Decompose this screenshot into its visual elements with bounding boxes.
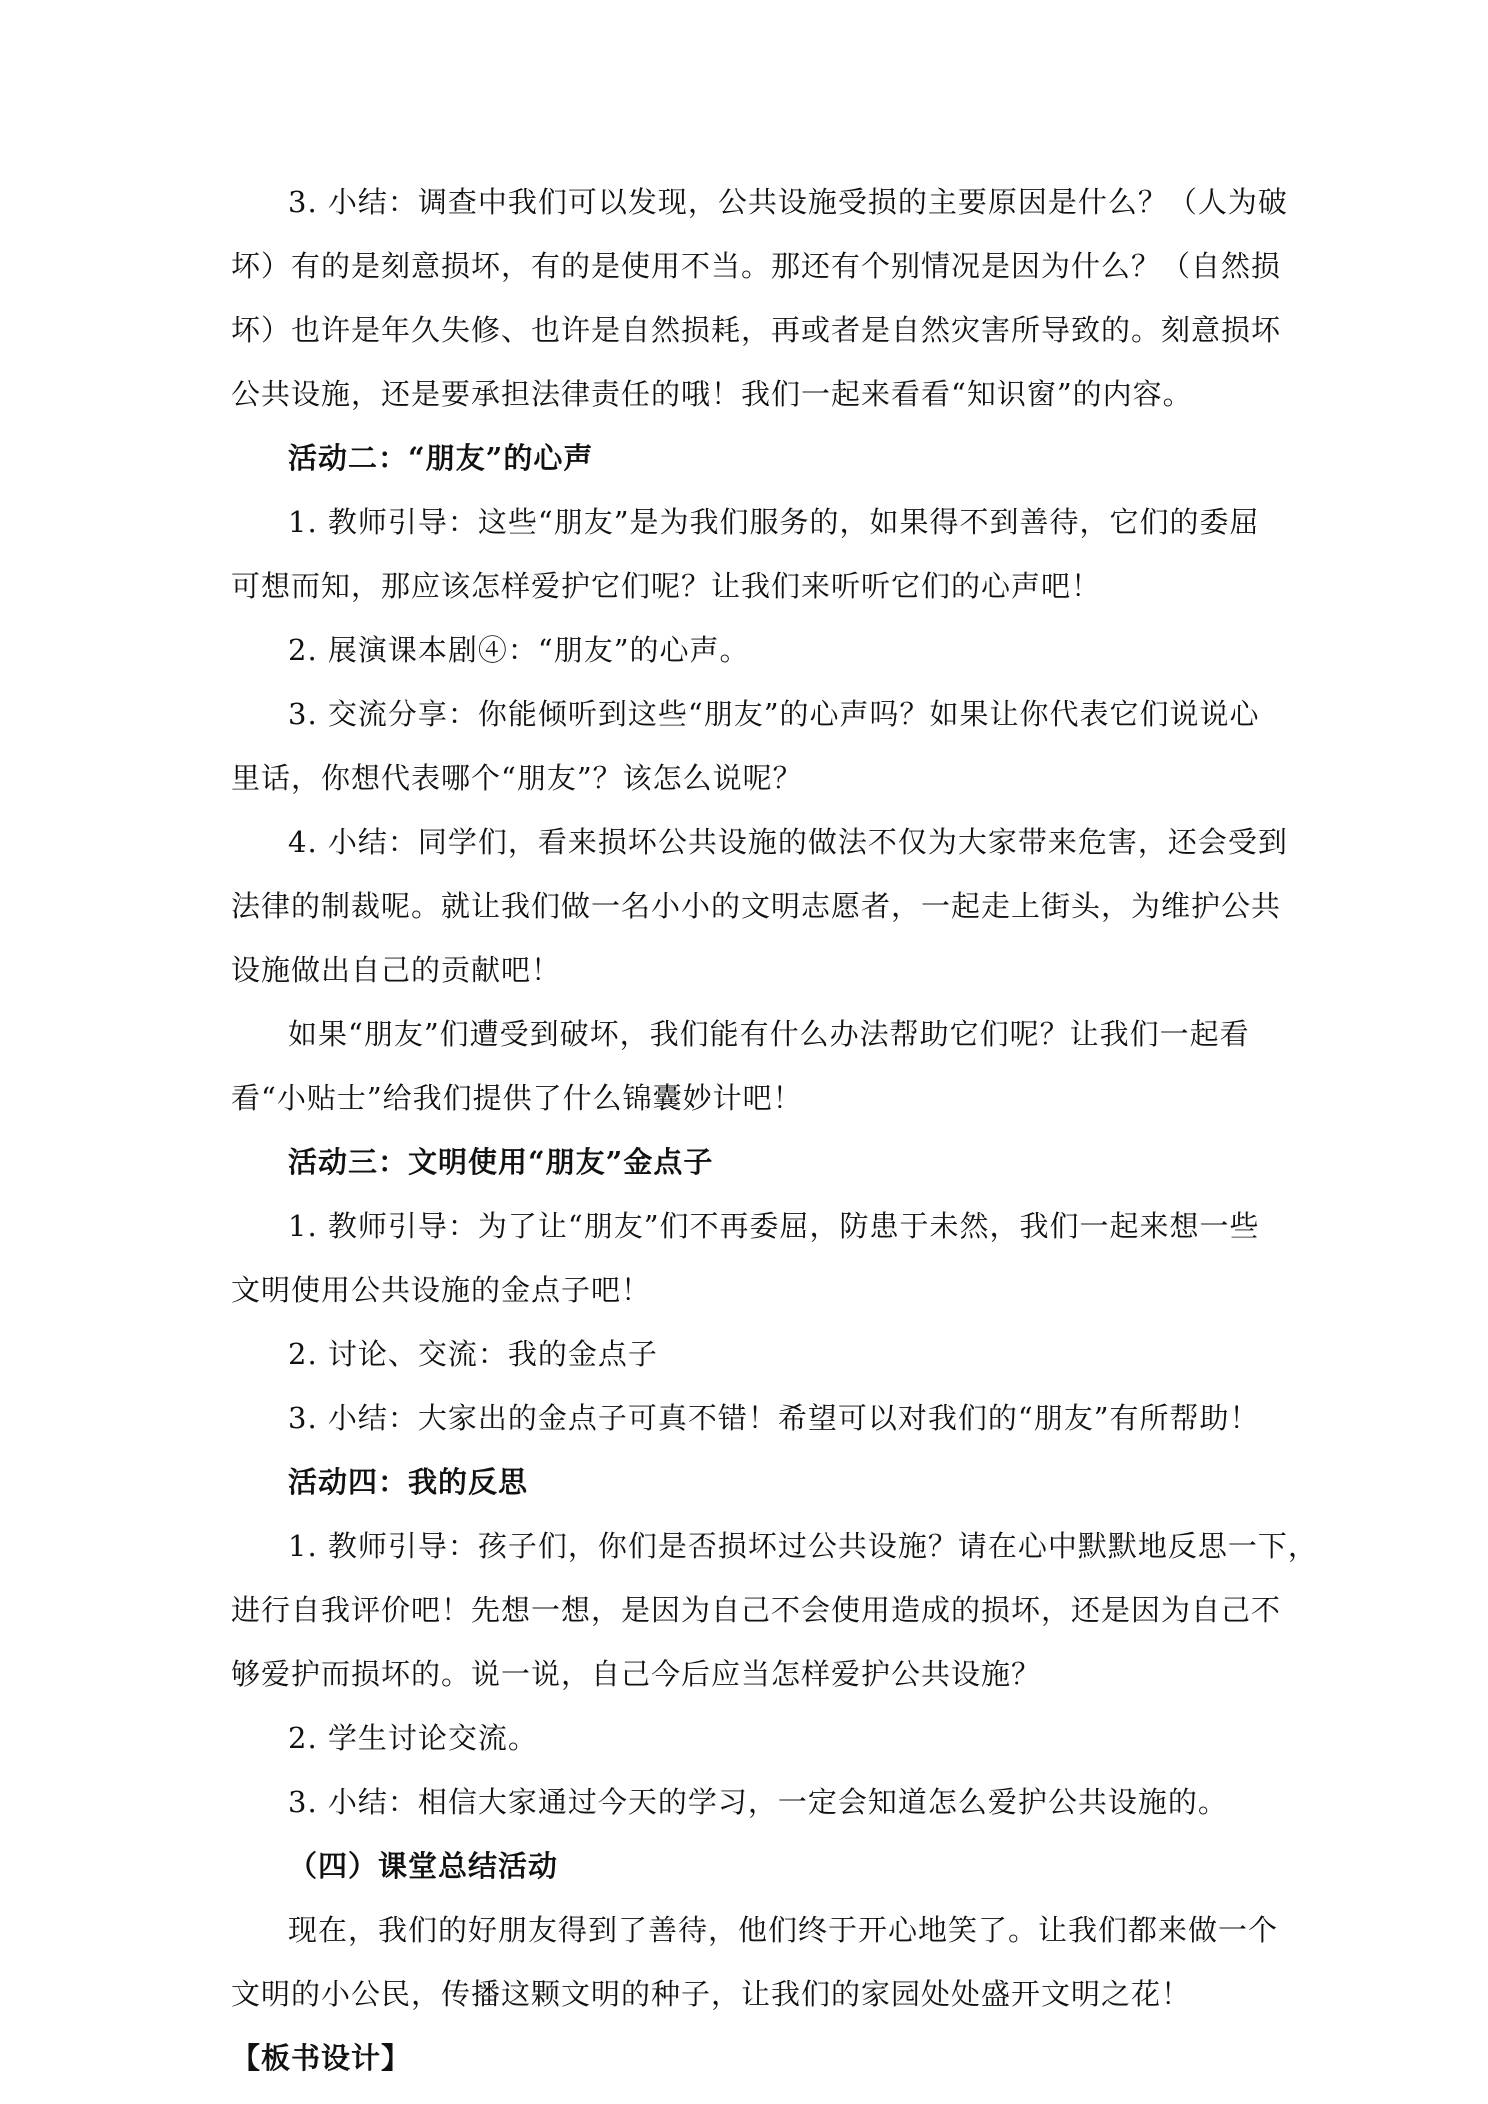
paragraph-line: 2. 展演课本剧④：“朋友”的心声。: [288, 633, 750, 667]
paragraph-line: 够爱护而损坏的。说一说，自己今后应当怎样爱护公共设施？: [231, 1657, 1042, 1691]
paragraph-line: 进行自我评价吧！先想一想，是因为自己不会使用造成的损坏，还是因为自己不: [231, 1593, 1282, 1627]
paragraph-line: 1. 教师引导：孩子们，你们是否损坏过公共设施？请在心中默默地反思一下，: [288, 1529, 1318, 1563]
paragraph-line: 可想而知，那应该怎样爱护它们呢？让我们来听听它们的心声吧！: [231, 569, 1102, 603]
paragraph-line: 3. 小结：相信大家通过今天的学习，一定会知道怎么爱护公共设施的。: [288, 1785, 1228, 1819]
paragraph-line: 坏）有的是刻意损坏，有的是使用不当。那还有个别情况是因为什么？（自然损: [231, 249, 1282, 283]
paragraph-line: 3. 小结：调查中我们可以发现，公共设施受损的主要原因是什么？（人为破: [288, 185, 1288, 219]
paragraph-line: 看“小贴士”给我们提供了什么锦囊妙计吧！: [231, 1081, 803, 1115]
board-design-heading: 【板书设计】: [231, 2041, 412, 2075]
paragraph-line: 里话，你想代表哪个“朋友”？该怎么说呢？: [231, 761, 803, 795]
paragraph-line: 法律的制裁呢。就让我们做一名小小的文明志愿者，一起走上街头，为维护公共: [231, 889, 1282, 923]
paragraph-line: 文明使用公共设施的金点子吧！: [231, 1273, 652, 1307]
section-heading: 活动二：“朋友”的心声: [288, 441, 594, 475]
section-heading: 活动三：文明使用“朋友”金点子: [288, 1145, 714, 1179]
paragraph-line: 4. 小结：同学们，看来损坏公共设施的做法不仅为大家带来危害，还会受到: [288, 825, 1288, 859]
paragraph-line: 3. 小结：大家出的金点子可真不错！希望可以对我们的“朋友”有所帮助！: [288, 1401, 1260, 1435]
section-heading: （四）课堂总结活动: [288, 1849, 559, 1883]
paragraph-line: 如果“朋友”们遭受到破坏，我们能有什么办法帮助它们呢？让我们一起看: [288, 1017, 1250, 1051]
section-heading: 活动四：我的反思: [288, 1465, 529, 1499]
paragraph-line: 坏）也许是年久失修、也许是自然损耗，再或者是自然灾害所导致的。刻意损坏: [231, 313, 1282, 347]
paragraph-line: 1. 教师引导：这些“朋友”是为我们服务的，如果得不到善待，它们的委屈: [288, 505, 1260, 539]
paragraph-line: 文明的小公民，传播这颗文明的种子，让我们的家园处处盛开文明之花！: [231, 1977, 1192, 2011]
paragraph-line: 公共设施，还是要承担法律责任的哦！我们一起来看看“知识窗”的内容。: [231, 377, 1193, 411]
paragraph-line: 设施做出自己的贡献吧！: [231, 953, 562, 987]
paragraph-line: 2. 学生讨论交流。: [288, 1721, 538, 1755]
paragraph-line: 现在，我们的好朋友得到了善待，他们终于开心地笑了。让我们都来做一个: [288, 1913, 1279, 1947]
paragraph-line: 1. 教师引导：为了让“朋友”们不再委屈，防患于未然，我们一起来想一些: [288, 1209, 1260, 1243]
paragraph-line: 2. 讨论、交流：我的金点子: [288, 1337, 658, 1371]
paragraph-line: 3. 交流分享：你能倾听到这些“朋友”的心声吗？如果让你代表它们说说心: [288, 697, 1260, 731]
